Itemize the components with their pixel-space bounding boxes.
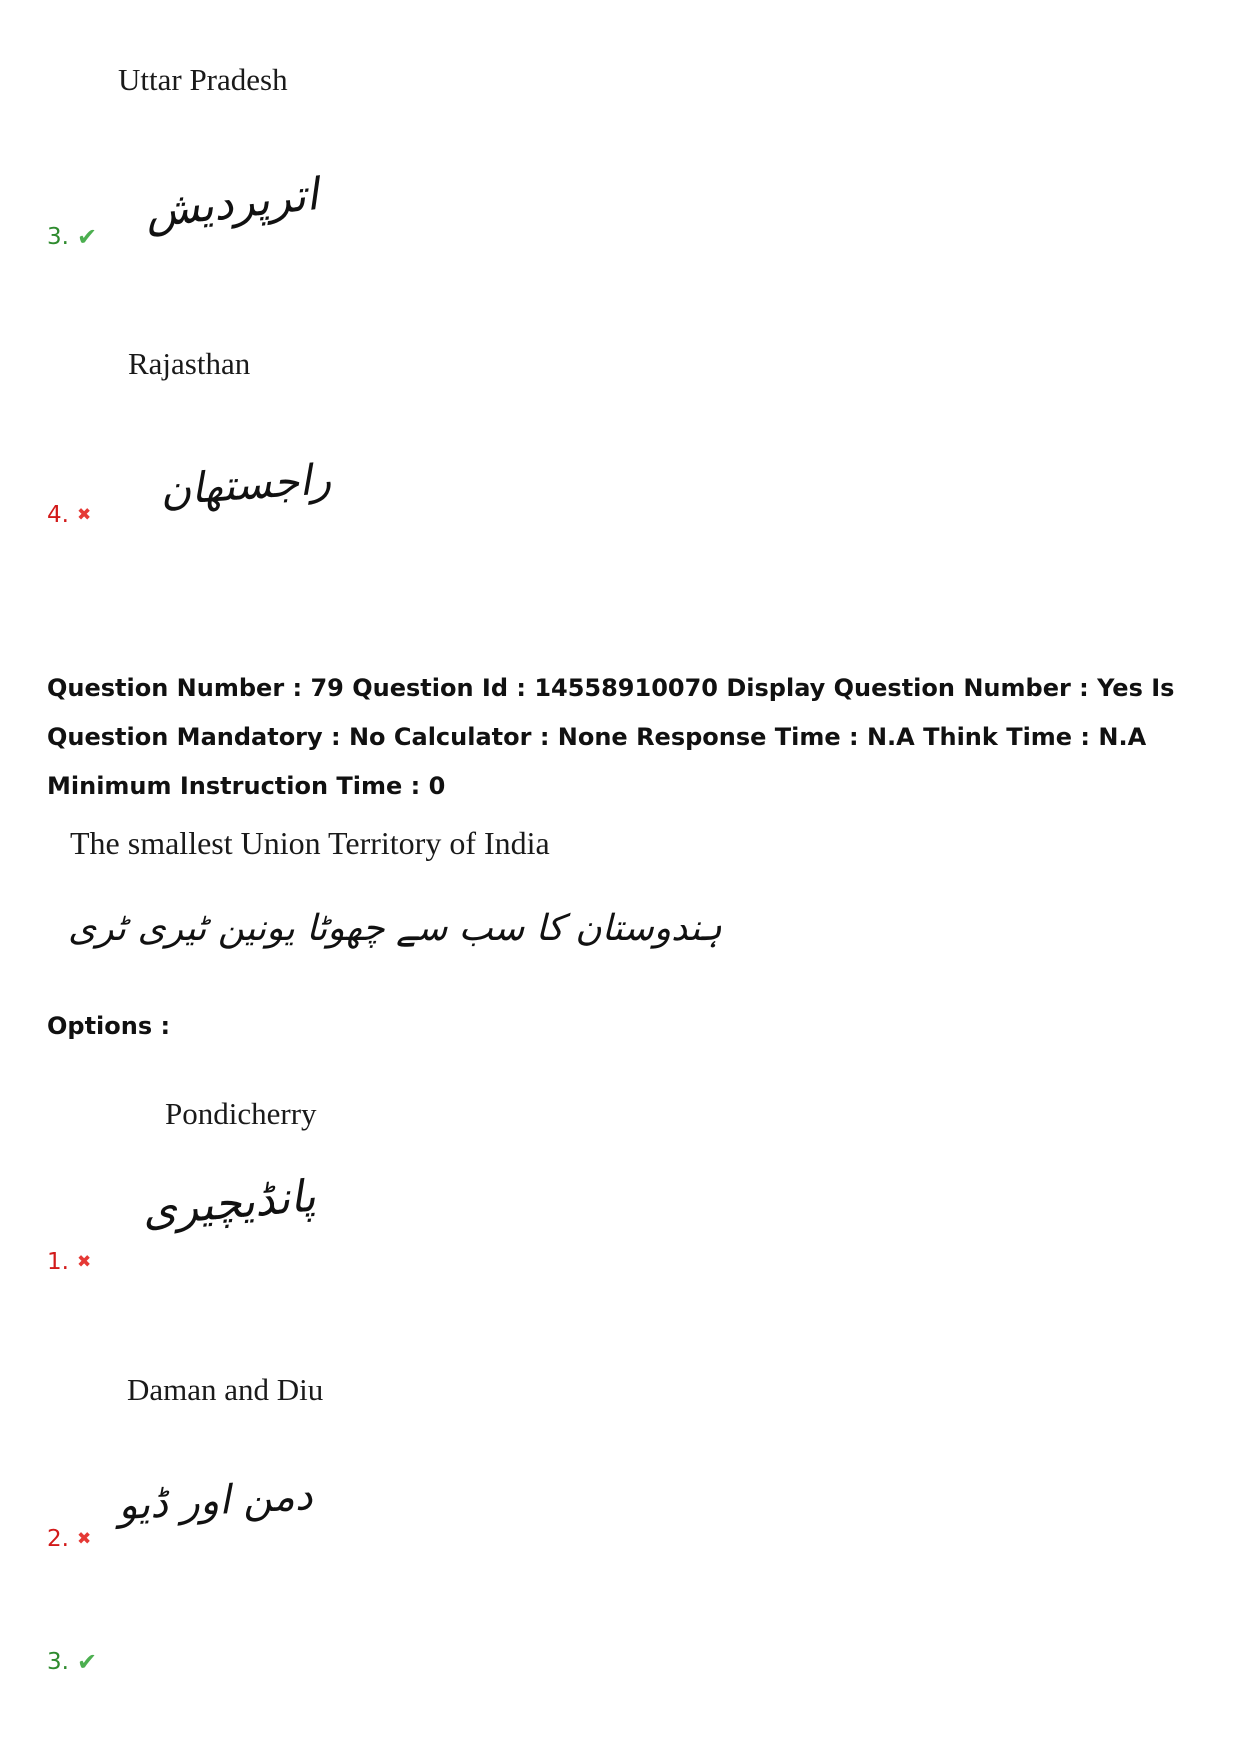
cross-icon: ✖ — [76, 504, 92, 525]
option-number: 3. — [47, 224, 69, 250]
option-marker — [47, 224, 97, 250]
option-image-urdu: اترپردیش — [142, 169, 321, 238]
option-image-urdu: پانڈیچیری — [140, 1170, 318, 1237]
option-number: 3. — [47, 1649, 69, 1675]
option-marker — [47, 502, 91, 528]
check-icon: ✔ — [76, 1648, 98, 1676]
option-marker — [47, 1649, 97, 1675]
option-image-urdu: دمن اور ڈیو — [116, 1472, 314, 1530]
option-image-urdu: راجستھان — [158, 454, 333, 515]
question-image-english: The smallest Union Territory of India — [70, 825, 550, 861]
question-image-urdu: ہندوستان کا سب سے چھوٹا یونین ٹیری ٹری — [68, 908, 722, 949]
option-marker — [47, 1526, 91, 1552]
option-number: 4. — [47, 502, 69, 528]
option-image-english: Uttar Pradesh — [118, 62, 288, 97]
question-metadata: Question Number : 79 Question Id : 14558910070 Display Question Number : Yes Is Question Mandatory : No Calculator : None Response Time : N.A Think Time : N.A Minimum Instruction Time : 0 — [47, 674, 1175, 800]
option-number: 2. — [47, 1526, 69, 1552]
options-label: Options : — [47, 1012, 171, 1040]
option-image-english: Rajasthan — [128, 346, 251, 381]
check-icon: ✔ — [76, 223, 98, 251]
cross-icon: ✖ — [76, 1251, 92, 1272]
option-image-english: Pondicherry — [165, 1096, 317, 1131]
option-marker — [47, 1249, 91, 1275]
option-number: 1. — [47, 1249, 69, 1275]
option-image-english: Daman and Diu — [127, 1372, 324, 1407]
cross-icon: ✖ — [76, 1528, 92, 1549]
